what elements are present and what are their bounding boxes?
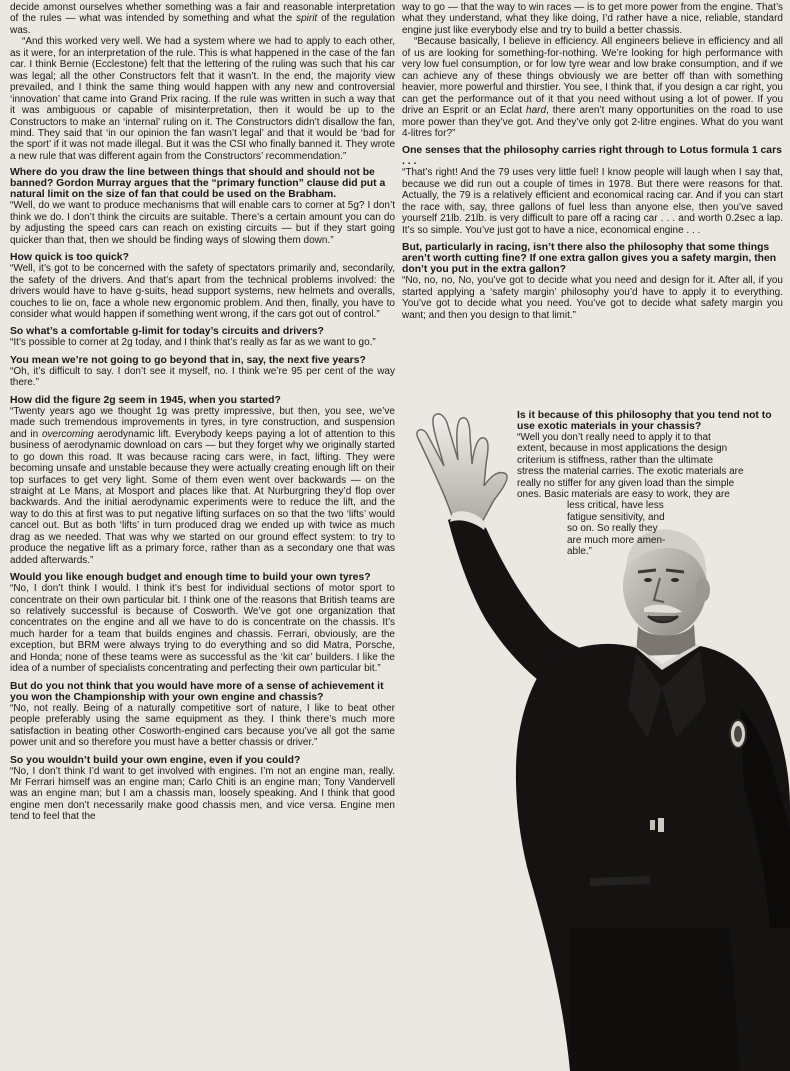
interview-question: Would you like enough budget and enough time to build your own tyres?	[10, 572, 371, 584]
interview-answer: “Well, it’s got to be concerned with the safety of spectators primarily and, secondarily, the safety of the drivers. And that’s apart from the technical problems involved: the drivers would have to have g-suits, head support systems, new helmets and overalls, couches to lie on, face a whole new ergonomic problem. And then, finally, you have to consider what would happen if something went wrong, if the cars got out of control.”	[10, 263, 395, 320]
interview-question: So you wouldn’t build your own engine, even if you could?	[10, 754, 301, 766]
wrap-answer-line: are much more amen-	[567, 534, 666, 546]
wrap-answer-line: ones. Basic materials are easy to work, they are	[517, 489, 730, 501]
interview-answer: “Twenty years ago we thought 1g was pretty impressive, but then, you see, we’ve made such tremendous improvements in tyres, in tyre construction, and suspension and in overcoming aerodynamic lift. Everybody keeps paying a lot of attention to this business of aerodynamic download on cars — but they forget why we originally started to go down this road. It was because racing cars were, in fact, lifting. They were becoming unsafe and unstable because they were actually creating enough lift on their top surfaces to get very light. Some of them even went over backwards — on the straight at Le Mans, at Mosport and places like that. At Nurburgring they’d flop over backwards. And the initial aerodynamic experiments were to reduce the lift, and the way to do this at first was to put negative lifting surfaces on so that the two ‘lifts’ would cancel out. But as both ‘lifts’ in turn produced drag we ended up with twice as much drag as we needed. That was why we started on our ground effect system: to try to produce the negative lift as a primary force, rather than as a secondary one that was added afterwards.”	[10, 405, 395, 566]
right-column-text	[402, 2, 783, 402]
wrap-question: Is it because of this philosophy that you tend not to use exotic materials in your chassis?	[517, 410, 772, 432]
wrap-answer-line: really no stiffer for any given load than the simple	[517, 477, 735, 489]
interview-answer: “Oh, it’s difficult to say. I don’t see it myself, no. I think we’re 95 per cent of the way there.”	[10, 365, 395, 389]
interview-question: But do you not think that you would have more of a sense of achievement it you won the Championship with your own engine and chassis?	[10, 680, 384, 703]
interview-answer: “It’s possible to corner at 2g today, and I think that’s really as far as we want to go.”	[10, 337, 376, 349]
interview-question: You mean we’re not going to go beyond that in, say, the next five years?	[10, 354, 366, 366]
interview-question: How did the figure 2g seem in 1945, when you started?	[10, 394, 281, 406]
wrap-answer-line: able.”	[567, 546, 593, 558]
interview-answer: “Because basically, I believe in efficiency. All engineers believe in efficiency and all of us are looking for something-for-nothing. We’re looking for high performance with very low fuel consumption, or for low tyre wear and low brake consumption, and if we can achieve any of these things obviously we are better off than with something heavier, more powerful and thirstier. You see, I think that, if you design a car right, you can get the performance out of it that you need without using a lot of power. If you drive an Esprit or an Eclat hard, there aren’t many opportunities on the road to use more power than they’ve got. And they’ve only got 2-litre engines. What do you want 4-litres for?”	[402, 36, 783, 139]
interview-answer: “No, I don’t think I’d want to get involved with engines. I’m not an engine man, really. Mr Ferrari himself was an engine man; Carlo Chiti is an engine man; Tony Vandervell was an engine man; but I am a chassis man, loosely speaking. And I think that good engine men don’t necessarily make good chassis men, and vice versa. Engine men tend to feel that the	[10, 765, 395, 823]
wrap-answer-line: extent, because in most applications the design	[517, 443, 728, 455]
wrap-answer	[517, 432, 785, 557]
interview-question: How quick is too quick?	[10, 252, 129, 264]
wrap-answer-line: “Well you don’t really need to apply it to that	[517, 432, 711, 443]
interview-answer: “No, not really. Being of a naturally competitive sort of nature, I like to beat other people preferably using the same equipment as they. I think there’s much more satisfaction in beating other Cosworth-engined cars because you’ve all got the same power unit and so therefore you must have a better chassis or driver.”	[10, 702, 395, 749]
interview-answer: “And this worked very well. We had a system where we had to apply to each other, as it were, for an interpretation of the rule. This is what happened in the case of the fan car. I think Bernie (Ecclestone) felt that the lettering of the ruling was such that his car was legal; all the other Constructors felt that it wasn’t. In the end, the majority view prevailed, and I think the same thing would happen with any new and controversial ‘innovation’ that came into Grand Prix racing. If the rule was written in such a way that it was ambiguous or capable of misinterpretation, then it would be up to the Constructors to make an ‘internal’ ruling on it. The Constructors didn’t disallow the fan, mind. They said that ‘in our opinion the fan wasn’t legal’ and that it would be ‘bad for the sport’ if it was not made illegal. But it was the CSI who finally banned it. They wrote a new rule that was different again from the Constructors’ recommendation.”	[10, 36, 395, 162]
interview-answer: way to go — that the way to win races — is to get more power from the engine. That’s what they understand, what they like doing, I’d rather have a nice, reliable, standard engine just like everybody else and try to build a better chassis.	[402, 2, 783, 36]
wrap-answer-line: fatigue sensitivity, and	[567, 511, 665, 523]
wrap-answer-line: so on. So really they	[567, 523, 658, 535]
interview-question: One senses that the philosophy carries right through to Lotus formula 1 cars . . .	[402, 145, 782, 168]
left-column-text	[10, 2, 395, 1068]
interview-answer: “No, no, no, No, you’ve got to decide what you need and design for it. After all, if you started applying a ‘safety margin’ philosophy you’d have to apply it to everything. You’ve got to decide what you need. You’ve got to decide what safety margin you want; and then you design to that limit.”	[402, 275, 783, 321]
wrap-answer-line: criterium is stiffness, rather than the ultimate	[517, 454, 714, 466]
interview-question: So what’s a comfortable g-limit for today’s circuits and drivers?	[10, 326, 324, 338]
wrap-qa-block	[517, 410, 785, 557]
interview-question: Where do you draw the line between things that should and should not be banned? Gordon Murray argues that the “primary function” clause did put a natural limit on the size of fan that could be used on the Brabham.	[10, 167, 386, 201]
wrap-answer-line: stress the material carries. The exotic materials are	[517, 466, 744, 478]
interview-answer: decide amonst ourselves whether something was a fair and reasonable interpretation of the rules — what was intended by something and what the spirit of the regulation was.	[10, 2, 395, 36]
interview-answer: “That’s right! And the 79 uses very little fuel! I know people will laugh when I say that, because we did run out a couple of times in 1978. But there were reasons for that. Actually, the 79 is a relatively efficient and economical racing car. And if you can start the race with, say, three gallons of fuel less than anyone else, then you’ve saved yourself 21lb. 21lb. is very difficult to pare off a racing car . . . and worth 0.2sec a lap. It’s so simple. You’ve just got to have a nice, economical engine . . .	[402, 167, 783, 236]
interview-question: But, particularly in racing, isn’t there also the philosophy that some things aren’t worth cutting fine? If one extra gallon gives you a safety margin, then don’t you put in the extra gallon?	[402, 242, 777, 276]
interview-answer: “Well, do we want to produce mechanisms that will enable cars to corner at 5g? I don’t think we do. I don’t think the circuits are suitable. There’s a certain amount you can do by adjusting the speed cars can reach on existing circuits — but if they start going quicker than that, then we should be finding ways of slowing them down.”	[10, 200, 395, 246]
wrap-answer-line: less critical, have less	[567, 500, 664, 512]
interview-answer: “No, I don’t think I would. I think it’s best for individual sections of motor sport to concentrate on their own particular bit. I think one of the reasons that British teams are so relatively successful is because of Cosworth. We’ve got one organization that concentrates on the engine and all we have to do is concentrate on the chassis. It’s much harder for a team that builds engines and chassis. Ferrari, obviously, are the exception, but BRM were always trying to do everything and so did Matra, Porsche, and Honda; none of these teams were as successful as the ‘kit car’ builders. I like the idea of a number of specialists concentrating and perfecting their own particular bit.”	[10, 583, 395, 675]
